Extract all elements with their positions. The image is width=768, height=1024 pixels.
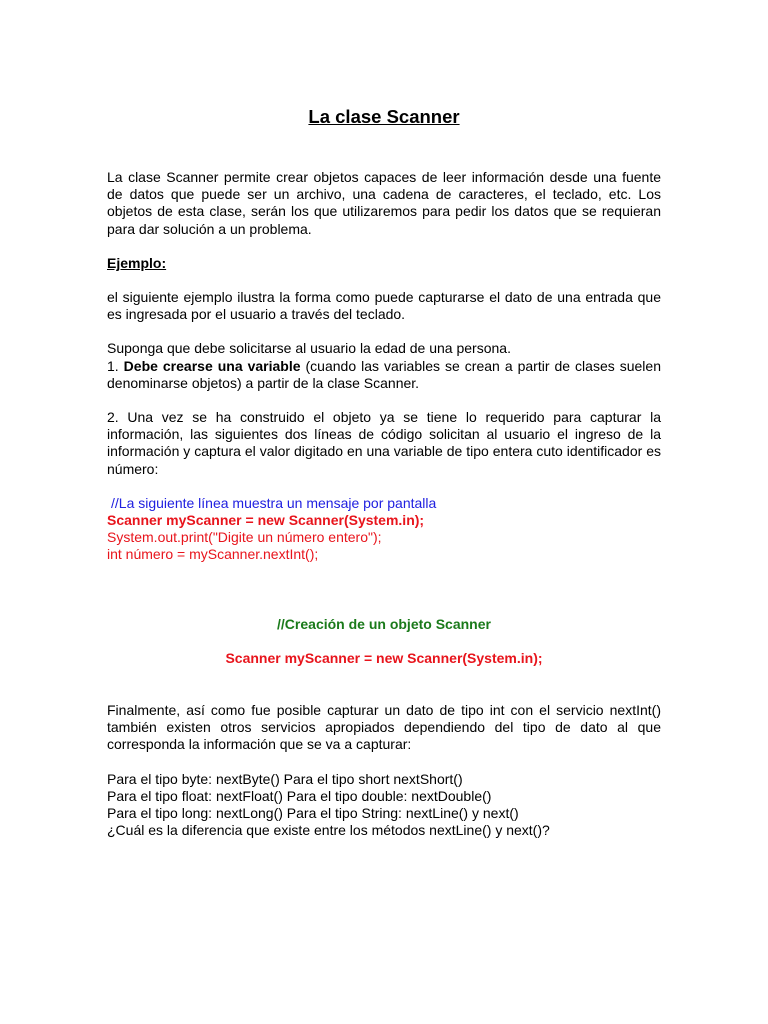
step-1-rest: (cuando las variables se crean a partir de clases suelen denominarse objetos) a partir de la clase Scanner.: [107, 357, 661, 391]
types-line: Para el tipo float: nextFloat() Para el tipo double: nextDouble(): [107, 787, 492, 804]
step-1-paragraph: [107, 358, 661, 392]
ejemplo-heading: Ejemplo:: [107, 254, 167, 271]
page-title: La clase Scanner: [308, 106, 460, 127]
centered-code-line: Scanner myScanner = new Scanner(System.in);: [225, 649, 543, 666]
code-line-scanner: Scanner myScanner = new Scanner(System.in);: [107, 512, 425, 529]
code-line-print: System.out.print("Digite un número entero");: [107, 529, 382, 546]
intro-paragraph: La clase Scanner permite crear objetos capaces de leer información desde una fuente de datos que puede ser un archivo, una cadena de caracteres, el teclado, etc. Los objetos de esta clase, serán los que utilizaremos para pedir los datos que se requieran para dar solución a un problema.: [107, 169, 661, 237]
code-block: [107, 495, 661, 564]
code-comment: //La siguiente línea muestra un mensaje por pantalla: [111, 494, 437, 511]
question-line: ¿Cuál es la diferencia que existe entre los métodos nextLine() y next()?: [107, 822, 550, 839]
code-line-nextint: int número = myScanner.nextInt();: [107, 546, 319, 563]
types-line: Para el tipo byte: nextByte() Para el tipo short nextShort(): [107, 770, 463, 787]
step-2-paragraph: 2. Una vez se ha construido el objeto ya se tiene lo requerido para capturar la información, las siguientes dos líneas de código solicitan al usuario el ingreso de la información y captura el valor digitado en una variable de tipo entera cuto identificador es número:: [107, 409, 661, 477]
step-1-bold: Debe crearse una variable: [123, 357, 301, 374]
document-page: [107, 106, 661, 839]
ejemplo-paragraph: el siguiente ejemplo ilustra la forma como puede capturarse el dato de una entrada que es ingresada por el usuario a través del teclado.: [107, 289, 661, 323]
final-paragraph: Finalmente, así como fue posible capturar un dato de tipo int con el servicio nextInt() también existen otros servicios apropiados dependiendo del tipo de dato al que corresponda la información que se va a capturar:: [107, 702, 661, 753]
suponga-line: Suponga que debe solicitarse al usuario la edad de una persona.: [107, 340, 511, 357]
step-1-number: 1.: [107, 357, 124, 374]
centered-code-comment: //Creación de un objeto Scanner: [277, 615, 491, 632]
types-line: Para el tipo long: nextLong() Para el tipo String: nextLine() y next(): [107, 805, 519, 822]
types-list: [107, 771, 661, 840]
